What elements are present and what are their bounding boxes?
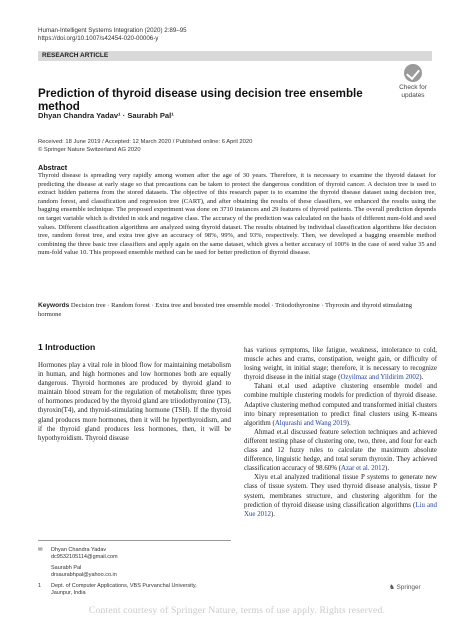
abstract-heading: Abstract [38, 163, 68, 172]
abstract-text: Thyroid disease is spreading very rapidly among women after the age of 30 years. Therefore, it is necessary to examine the thyroid dataset for predicting the disease at early stage so that precautions can be taken to protect the dangerous condition of thyroid cancer. A decision tree is used to extract hidden patterns from the stored datasets. The objective of this research paper is to examine the thyroid disease dataset using decision tree, random forest, and classification and regression tree (CART), and after obtaining the results of these classifiers, we enhanced the results using the bagging ensemble technique. The proposed experiment was done on 3710 instances and 29 features of thyroid patients. The overall prediction depends on target variable which is divided in sick and negative class. The accuracy of the prediction was calculated on the basis of different num-fold and seed values. Different classification algorithms are analyzed using thyroid dataset. The results obtained by individual classification algorithms like decision tree, random forest tree, and extra tree give an accuracy of 98%, 99%, and 93%, respectively. Then, we developed a bagging ensemble method combining the three basic tree classifiers and apply again on the same dataset, which gives a better accuracy of 100% in the case of seed value 35 and num-fold value 10. This proposed ensemble method can be used for better prediction of thyroid disease. [38, 172, 436, 257]
check-for-updates-button[interactable] [393, 64, 433, 110]
article-dates [38, 138, 418, 154]
check-updates-line2: updates [401, 91, 425, 99]
intro-paragraph-4: Ahmad et.al discussed feature selection techniques and achieved different testing phase of clustering one, two, three, and four for each class and 12 fuzzy rules to calculate the maximum absolute difference, linguistic hedge, and total serum thyroxin. They achieved classification accuracy of 98.60% (Azar et al. 2012). [244, 428, 437, 473]
publisher-logo [389, 583, 421, 591]
keywords [38, 302, 436, 319]
contact-email-2[interactable]: drsaurabhpal@yahoo.co.in [51, 572, 117, 578]
intro-paragraph-2: has various symptoms, like fatigue, weakness, intolerance to cold, muscle aches and crams, constipation, weight gain, or difficulty of losing weight, in initial stage; therefore, it is necessary to recognize thyroid disease in the initial stage (Ozyilmaz and Yildirim 2002). [244, 347, 437, 382]
journal-citation: Human-Intelligent Systems Integration (2020) 2:89–95 [38, 27, 187, 34]
intro-paragraph-1: Hormones play a vital role in blood flow for maintaining metabolism in human, and high hormones and low hormones both are equally dangerous. Thyroid hormones are produced by thyroid gland to maintain blood stream for the regulation of metabolism; three types of hormones produced by the thyroid gland are triiodothyronine (T3), thyroxin(T4), and thyroid-stimulating hormone (TSH). If the thyroid gland produces more hormones, then it will be hyperthyroidism, and if the thyroid gland produces less hormones, then, it will be hypothyroidism. Thyroid disease [38, 362, 231, 442]
article-type-badge: RESEARCH ARTICLE [38, 51, 432, 61]
publisher-name: Springer [396, 584, 421, 591]
affiliation-line-1: Dept. of Computer Applications, VBS Purvanchal University, [51, 583, 197, 589]
contact-name-1: Dhyan Chandra Yadav [51, 547, 107, 553]
authors[interactable]: Dhyan Chandra Yadav¹ · Saurabh Pal¹ [38, 111, 174, 120]
copyright: © Springer Nature Switzerland AG 2020 [38, 147, 141, 153]
journal-doi[interactable]: https://doi.org/10.1007/s42454-020-00006-y [38, 35, 159, 42]
affiliation-mark: 1 [38, 583, 42, 589]
journal-header [38, 27, 187, 43]
contact-name-2: Saurabh Pal [51, 565, 82, 571]
article-history: Received: 18 June 2019 / Accepted: 12 March 2020 / Published online: 6 April 2020 [38, 139, 253, 145]
citation-link[interactable]: Azar et al. 2012 [341, 465, 386, 473]
author-contacts [38, 547, 238, 597]
keywords-label: Keywords [38, 302, 70, 309]
contact-email-1[interactable]: dc9532105114@gmail.com [51, 554, 118, 560]
intro-column-1 [38, 361, 231, 443]
springer-horse-icon: ♞ [389, 584, 395, 591]
citation-link[interactable]: Alqurashi and Wang 2019 [274, 419, 347, 427]
courtesy-watermark: Content courtesy of Springer Nature, terms of use apply. Rights reserved. [88, 605, 386, 616]
page-title: Prediction of thyroid disease using decision tree ensemble method [38, 87, 363, 113]
citation-link[interactable]: Liu and Xue 2012 [244, 501, 437, 518]
section-heading-introduction: 1 Introduction [38, 342, 96, 352]
intro-column-2 [244, 346, 437, 519]
check-for-updates-icon [404, 64, 422, 82]
intro-paragraph-5: Xiyu et.al analyzed traditional tissue P systems to generate new class of tissue system. They used thyroid disease analysis, tissue P system, membranes structure, and clustering algorithm for the prediction of thyroid disease using classification algorithms (Liu and Xue 2012). [244, 474, 437, 518]
check-updates-line1: Check for [399, 84, 427, 91]
affiliation-line-2: Jaunpur, India [51, 590, 86, 596]
intro-paragraph-3: Tahani et.al used adaptive clustering ensemble model and combine multiple clustering models for prediction of thyroid disease. Adaptive clustering method computed and transformed initial clusters into binary representation to predict final clusters using K-means algorithm (Alqurashi and Wang 2019). [244, 383, 437, 427]
keywords-text: Decision tree · Random forest · Extra tree and boosted tree ensemble model · Triiodothyronine · Thyroxin and thyroid stimulating hormone [38, 302, 413, 318]
footnote-divider [38, 540, 231, 541]
envelope-icon: ✉ [38, 547, 43, 553]
citation-link[interactable]: Ozyilmaz and Yildirim 2002 [340, 374, 420, 382]
